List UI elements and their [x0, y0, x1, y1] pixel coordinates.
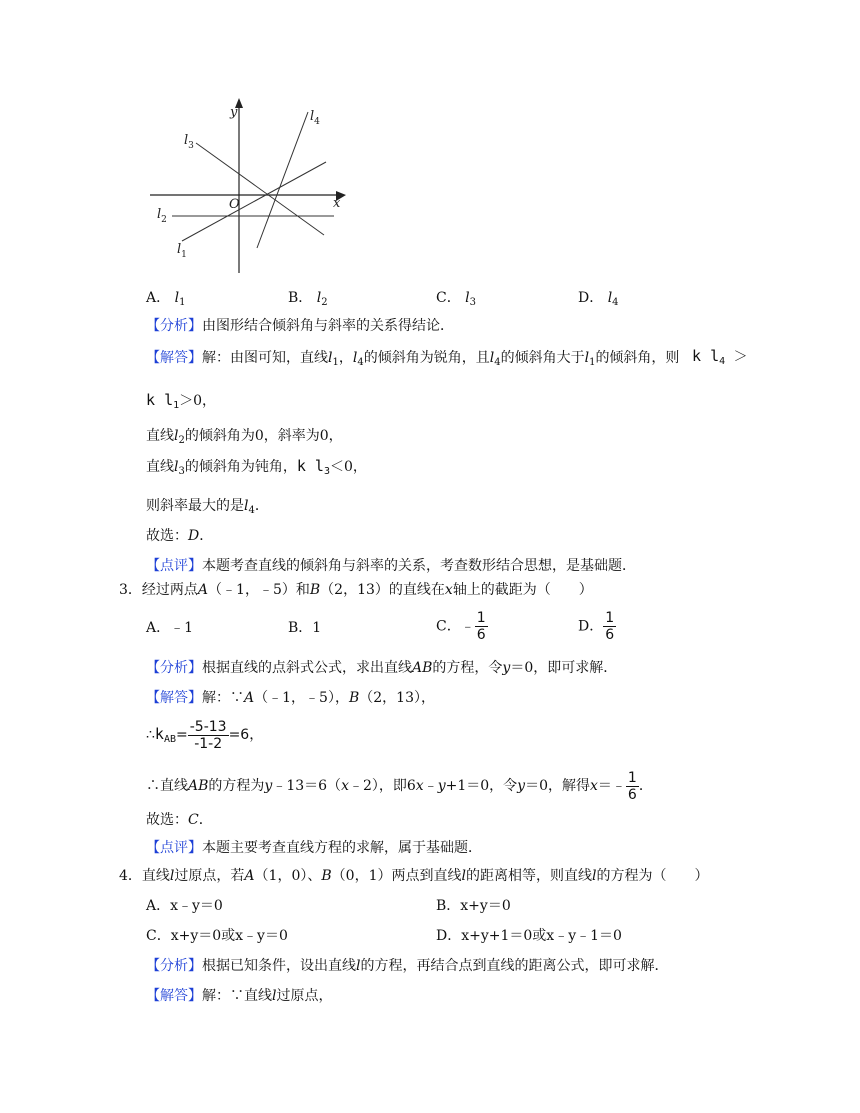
q2-option-c: C． $l_3$ [436, 290, 477, 308]
q3-solution-line-3: ∴直线AB的方程为y﹣13＝6（x﹣2），即6x﹣y+1＝0，令y＝0，解得x＝﹣ $\frac{1}{6}$ ． [146, 769, 653, 803]
q2-choose: 故选：D． [146, 528, 214, 544]
q3-option-b: B．1 [288, 620, 322, 636]
q3-option-c: C．﹣ $\frac{1}{6}$ [436, 610, 486, 643]
q2-k-l4: k $l_4$ ＞ [692, 347, 748, 367]
q2-solution-line-3: 直线$l_2$的倾斜角为0，斜率为0， [146, 428, 343, 446]
q4-option-b: B．x+y＝0 [436, 898, 511, 914]
origin-label: O [229, 197, 240, 212]
q3-option-a: A．﹣1 [146, 620, 194, 636]
q3-choose: 故选：C． [146, 812, 213, 828]
label-l4: $l_4$ [310, 109, 320, 127]
q2-solution-line-1: 【解答】解：由图可知，直线$l_1$，$l_4$的倾斜角为锐角，且$l_4$的倾斜角大于$l_1$的倾斜角，则 [146, 350, 680, 368]
label-l1: $l_1$ [177, 242, 187, 260]
q2-option-a: A． $l_1$ [146, 290, 186, 308]
q2-comment: 【点评】本题考查直线的倾斜角与斜率的关系，考查数形结合思想，是基础题． [146, 558, 636, 574]
q2-solution-line-5: 则斜率最大的是$l_4$． [146, 498, 269, 516]
q4-analysis: 【分析】根据已知条件，设出直线l的方程，再结合点到直线的距离公式，即可求解． [146, 958, 669, 974]
q3-comment: 【点评】本题主要考查直线方程的求解，属于基础题． [146, 840, 482, 856]
q3-analysis: 【分析】根据直线的点斜式公式，求出直线AB的方程，令y＝0，即可求解． [146, 660, 618, 676]
q3-slope: $\therefore k_{AB}=$ $\frac{-5-13}{-1-2}$ =6， [146, 718, 264, 752]
q2-solution-line-4: 直线$l_3$的倾斜角为钝角，k $l_3<0$， [146, 457, 367, 477]
x-axis-label: x [333, 196, 341, 211]
label-l3: $l_3$ [184, 133, 194, 151]
q4-option-c: C．x+y＝0或x﹣y＝0 [146, 928, 288, 944]
y-axis-label: y [230, 105, 238, 120]
q4-option-d: D．x+y+1＝0或x﹣y﹣1＝0 [436, 928, 622, 944]
q2-option-b: B． $l_2$ [288, 290, 328, 308]
line-l1 [182, 162, 326, 241]
line-l4 [257, 112, 308, 248]
lines-figure [148, 98, 353, 278]
q2-analysis: 【分析】由图形结合倾斜角与斜率的关系得结论． [146, 318, 454, 334]
q2-solution-line-2: k $l_1>0$， [146, 391, 217, 411]
q4-option-a: A．x﹣y＝0 [146, 898, 223, 914]
q3-option-d: D． $\frac{1}{6}$ [578, 610, 615, 643]
q4-solution: 【解答】解：∵直线l过原点， [146, 988, 333, 1004]
q4-stem: 4．直线l过原点，若A（1，0）、B（0，1）两点到直线l的距离相等，则直线l的方程为（ ） [119, 868, 709, 884]
label-l2: $l_2$ [157, 207, 167, 225]
q3-stem: 3．经过两点A（﹣1，﹣5）和B（2，13）的直线在x轴上的截距为（ ） [119, 582, 593, 598]
line-l3 [196, 143, 324, 235]
q3-solution-line-1: 【解答】解：∵A（﹣1，﹣5），B（2，13）， [146, 690, 435, 706]
q2-option-d: D． $l_4$ [578, 290, 619, 308]
